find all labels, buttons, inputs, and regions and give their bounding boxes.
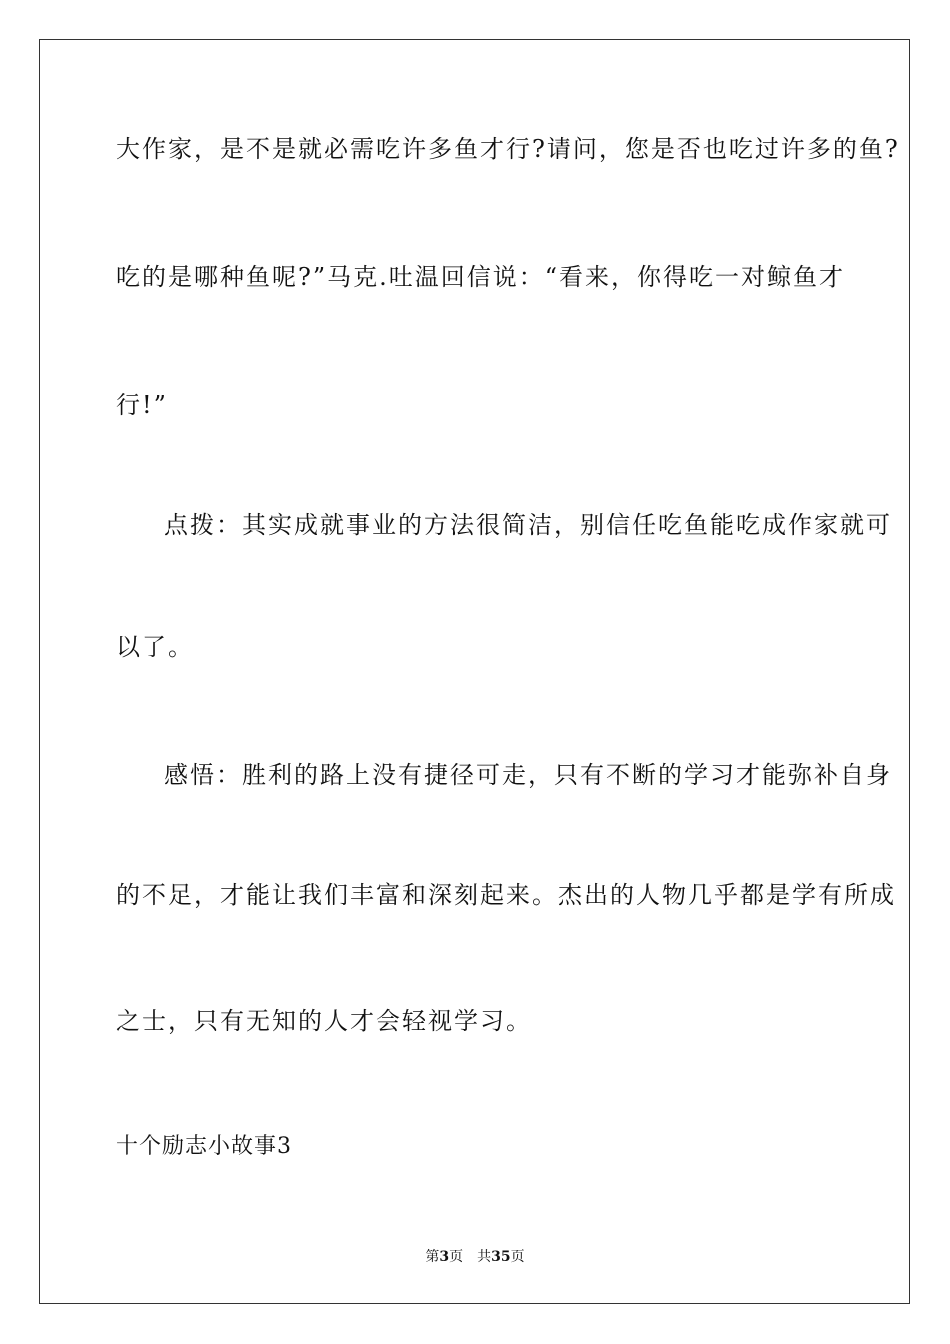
body-line-1: 大作家，是不是就必需吃许多鱼才行?请问，您是否也吃过许多的鱼? (116, 135, 900, 163)
footer-page-prefix: 第 (425, 1249, 440, 1265)
footer-page-suffix: 页 (449, 1249, 464, 1265)
body-line-6: 感悟：胜利的路上没有捷径可走，只有不断的学习才能弥补自身 (164, 761, 892, 789)
body-line-5: 以了。 (116, 633, 194, 661)
body-line-4: 点拨：其实成就事业的方法很简洁，别信任吃鱼能吃成作家就可 (164, 511, 892, 539)
body-line-3: 行!” (116, 391, 168, 419)
footer-total-suffix: 页 (510, 1249, 525, 1265)
footer-page-number: 3 (439, 1249, 450, 1265)
body-line-2: 吃的是哪种鱼呢?”马克.吐温回信说：“看来，你得吃一对鲸鱼才 (116, 263, 846, 291)
footer-total-pages: 35 (491, 1249, 511, 1265)
page-border (39, 39, 910, 1304)
body-line-8: 之士，只有无知的人才会轻视学习。 (116, 1007, 532, 1035)
section-heading: 十个励志小故事3 (116, 1134, 292, 1159)
footer-total-prefix: 共 (477, 1249, 492, 1265)
page-footer (0, 1248, 950, 1266)
body-line-7: 的不足，才能让我们丰富和深刻起来。杰出的人物几乎都是学有所成 (116, 881, 896, 909)
